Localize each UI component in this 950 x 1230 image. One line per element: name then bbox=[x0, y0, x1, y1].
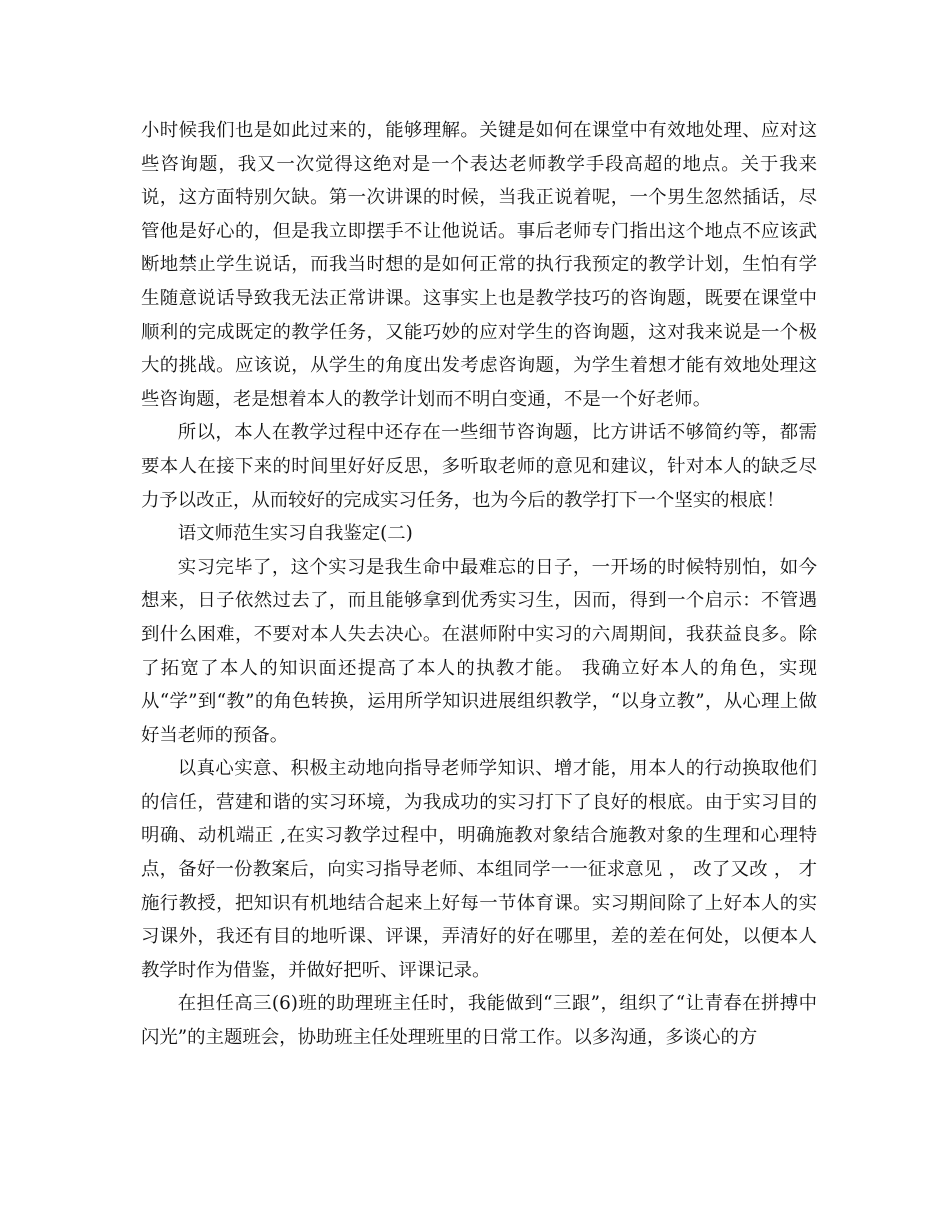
section-heading: 语文师范生实习自我鉴定(二) bbox=[177, 523, 413, 545]
paragraph-internship-summary: 实习完毕了，这个实习是我生命中最难忘的日子，一开场的时候特别怕，如今想来，日子依然过去了，而且能够拿到优秀实习生，因而，得到一个启示：不管遇到什么困难，不要对本人失去决心。在湛师附中实习的六周期间，我获益良多。除了拓宽了本人的知识面还提高了本人的执教才能。 我确立好本人的角色，实现从“学”到“教”的角色转换，运用所学知识进展组织教学，“以身立教”，从心理上做好当老师的预备。 bbox=[141, 556, 817, 746]
paragraph-reflection: 所以，本人在教学过程中还存在一些细节咨询题，比方讲话不够简约等，都需要本人在接下来的时间里好好反思，多听取老师的意见和建议，针对本人的缺乏尽力予以改正，从而较好的完成实习任务，也为今后的教学打下一个坚实的根底！ bbox=[141, 422, 817, 511]
paragraph-teaching-practice: 以真心实意、积极主动地向指导老师学知识、增才能，用本人的行动换取他们的信任，营建和谐的实习环境，为我成功的实习打下了良好的根底。由于实习目的明确、动机端正 ,在实习教学过程中，明确施教对象结合施教对象的生理和心理特点，备好一份教案后，向实习指导老师、本组同学一一征求意见 ， 改了又改 ， 才施行教授，把知识有机地结合起来上好每一节体育课。实习期间除了上好本人的实习课外，我还有目的地听课、评课，弄清好的好在哪里，差的差在何处，以便本人教学时作为借鉴，并做好把听、评课记录。 bbox=[141, 758, 817, 981]
document-body bbox=[141, 114, 817, 1055]
paragraph-continuation: 小时候我们也是如此过来的，能够理解。关键是如何在课堂中有效地处理、应对这些咨询题，我又一次觉得这绝对是一个表达老师教学手段高超的地点。关于我来说，这方面特别欠缺。第一次讲课的时候，当我正说着呢，一个男生忽然插话，尽管他是好心的，但是我立即摆手不让他说话。事后老师专门指出这个地点不应该武断地禁止学生说话，而我当时想的是如何正常的执行我预定的教学计划，生怕有学生随意说话导致我无法正常讲课。这事实上也是教学技巧的咨询题，既要在课堂中顺利的完成既定的教学任务，又能巧妙的应对学生的咨询题，这对我来说是一个极大的挑战。应该说，从学生的角度出发考虑咨询题，为学生着想才能有效地处理这些咨询题，老是想着本人的教学计划而不明白变通，不是一个好老师。 bbox=[141, 120, 817, 410]
paragraph-class-teacher: 在担任高三(6)班的助理班主任时，我能做到“三跟”，组织了“让青春在拼搏中闪光”的主题班会，协助班主任处理班里的日常工作。以多沟通，多谈心的方 bbox=[141, 993, 817, 1049]
